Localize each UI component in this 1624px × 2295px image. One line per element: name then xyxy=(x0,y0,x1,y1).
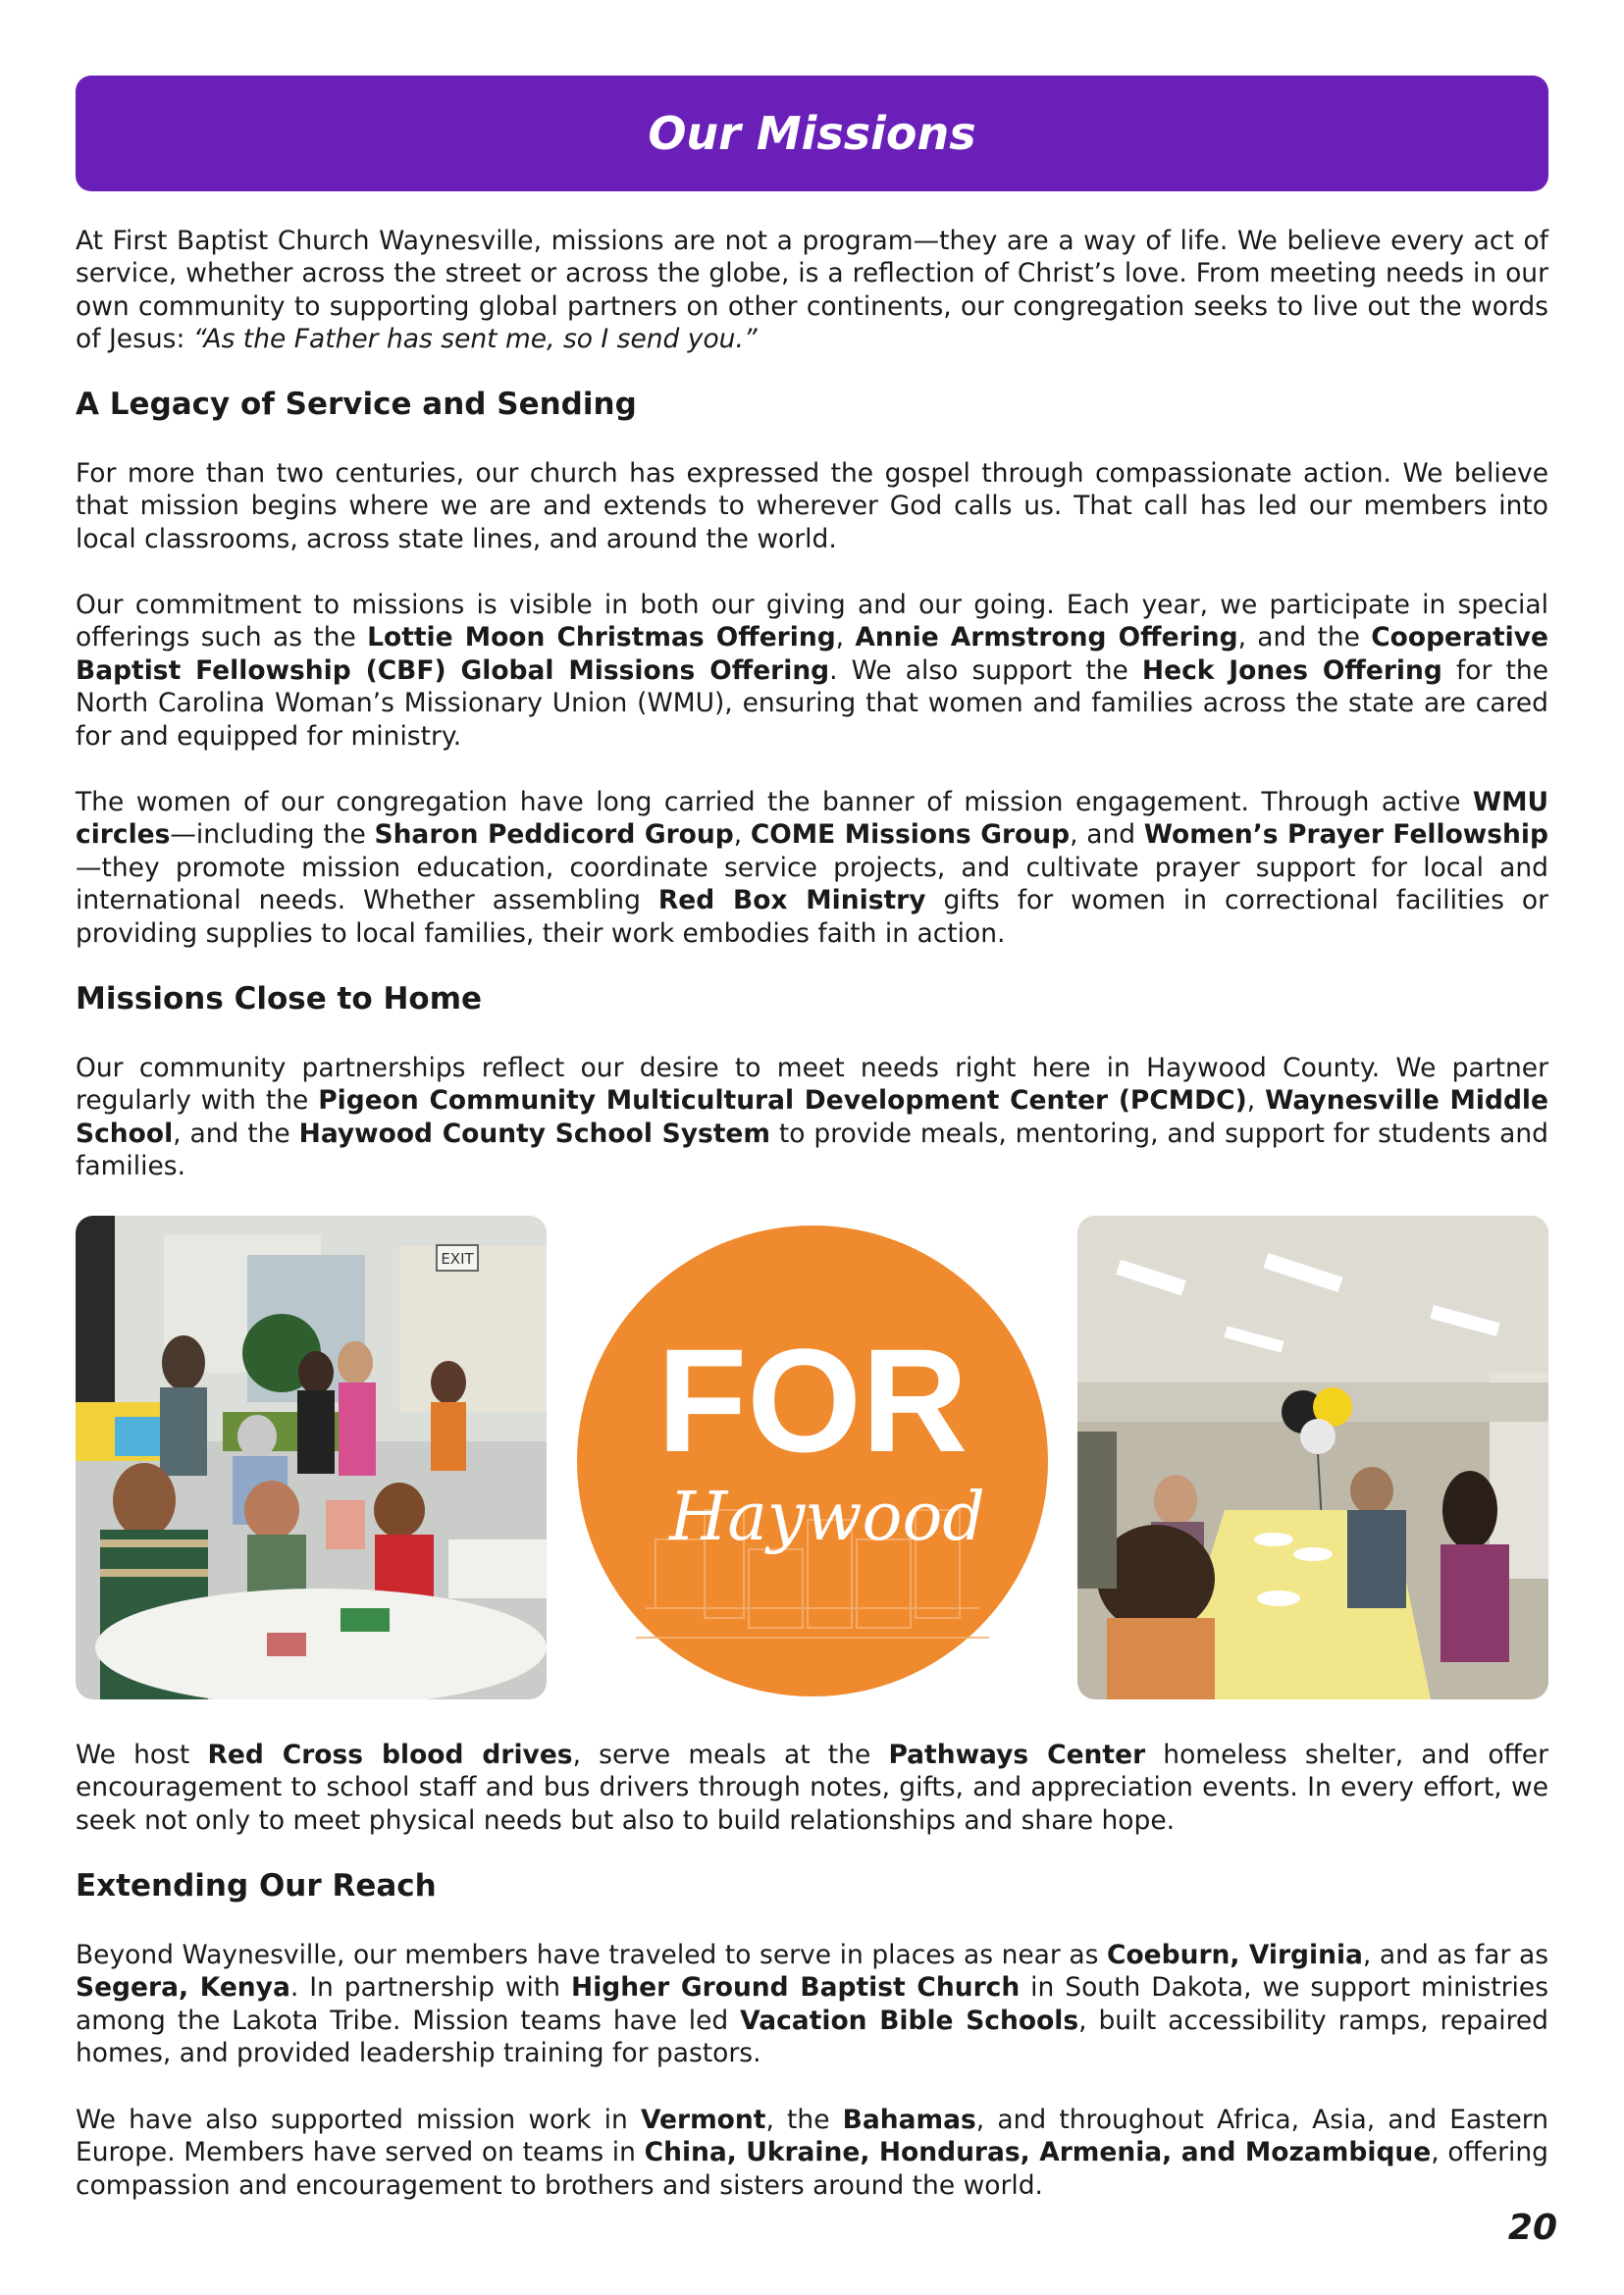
home-paragraph-1: Our community partnerships reflect our desire to meet needs right here in Haywood County. We partner regularly with the Pigeon Community Multicultural Development Center (PCMDC), Waynesville Middle School, and the Haywood County School System to provide meals, mentoring, and support for students and families. xyxy=(76,1053,1548,1182)
exit-sign: EXIT xyxy=(441,1250,474,1268)
reach-paragraph-2: We have also supported mission work in Vermont, the Bahamas, and throughout Africa, Asia, and Eastern Europe. Members have served on teams in China, Ukraine, Honduras, Armenia, and Mozambique, offering compassion and encouragement to brothers and sisters around the world. xyxy=(76,2105,1549,2201)
legacy-paragraph-1: For more than two centuries, our church has expressed the gospel through compassionate action. We believe that mission begins where we are and extends to wherever God calls us. That call has led our members into local classrooms, across state lines, and around the world. xyxy=(76,458,1548,554)
legacy-paragraph-3: The women of our congregation have long carried the banner of mission engagement. Through active WMU circles—including the Sharon Peddicord Group, COME Missions Group, and Women’s Prayer Fellowship—they promote mission education, coordinate service projects, and cultivate prayer support for local and international needs. Whether assembling Red Box Ministry gifts for women in correctional facilities or providing supplies to local families, their work embodies faith in action. xyxy=(76,787,1548,949)
for-haywood-logo xyxy=(577,1216,1048,1699)
legacy-paragraph-2: Our commitment to missions is visible in both our giving and our going. Each year, we participate in special offerings such as the Lottie Moon Christmas Offering, Annie Armstrong Offering, and the Cooperative Baptist Fellowship (CBF) Global Missions Offering. We also support the Heck Jones Offering for the North Carolina Woman’s Missionary Union (WMU), ensuring that women and families across the state are cared for and equipped for ministry. xyxy=(76,590,1548,752)
section-banner xyxy=(76,76,1548,191)
heading-close-to-home: Missions Close to Home xyxy=(76,981,483,1017)
intro-paragraph: At First Baptist Church Waynesville, missions are not a program—they are a way of life. We believe every act of service, whether across the street or across the globe, is a reflection of Christ’s love. From meeting needs in our own community to supporting global partners on other continents, our congregation seeks to live out the words of Jesus: “As the Father has sent me, so I send you.” xyxy=(76,226,1548,355)
heading-legacy: A Legacy of Service and Sending xyxy=(76,387,637,422)
photo-fellowship-hall-meal xyxy=(1077,1216,1548,1699)
page-number: 20 xyxy=(1507,2208,1557,2248)
heading-extending-reach: Extending Our Reach xyxy=(76,1868,437,1904)
logo-word-haywood: Haywood xyxy=(669,1479,985,1556)
logo-word-for: FOR xyxy=(656,1318,969,1483)
home-paragraph-2: We host Red Cross blood drives, serve meals at the Pathways Center homeless shelter, and offer encouragement to school staff and bus drivers through notes, gifts, and appreciation events. In every effort, we seek not only to meet physical needs but also to build relationships and share hope. xyxy=(76,1740,1548,1836)
reach-paragraph-1: Beyond Waynesville, our members have traveled to serve in places as near as Coeburn, Virginia, and as far as Segera, Kenya. In partnership with Higher Ground Baptist Church in South Dakota, we support ministries among the Lakota Tribe. Mission teams have led Vacation Bible Schools, built accessibility ramps, repaired homes, and provided leadership training for pastors. xyxy=(76,1940,1549,2069)
photo-community-gathering xyxy=(76,1216,547,1699)
scripture-quote: “As the Father has sent me, so I send you.” xyxy=(192,324,758,355)
page-title: Our Missions xyxy=(648,107,976,160)
